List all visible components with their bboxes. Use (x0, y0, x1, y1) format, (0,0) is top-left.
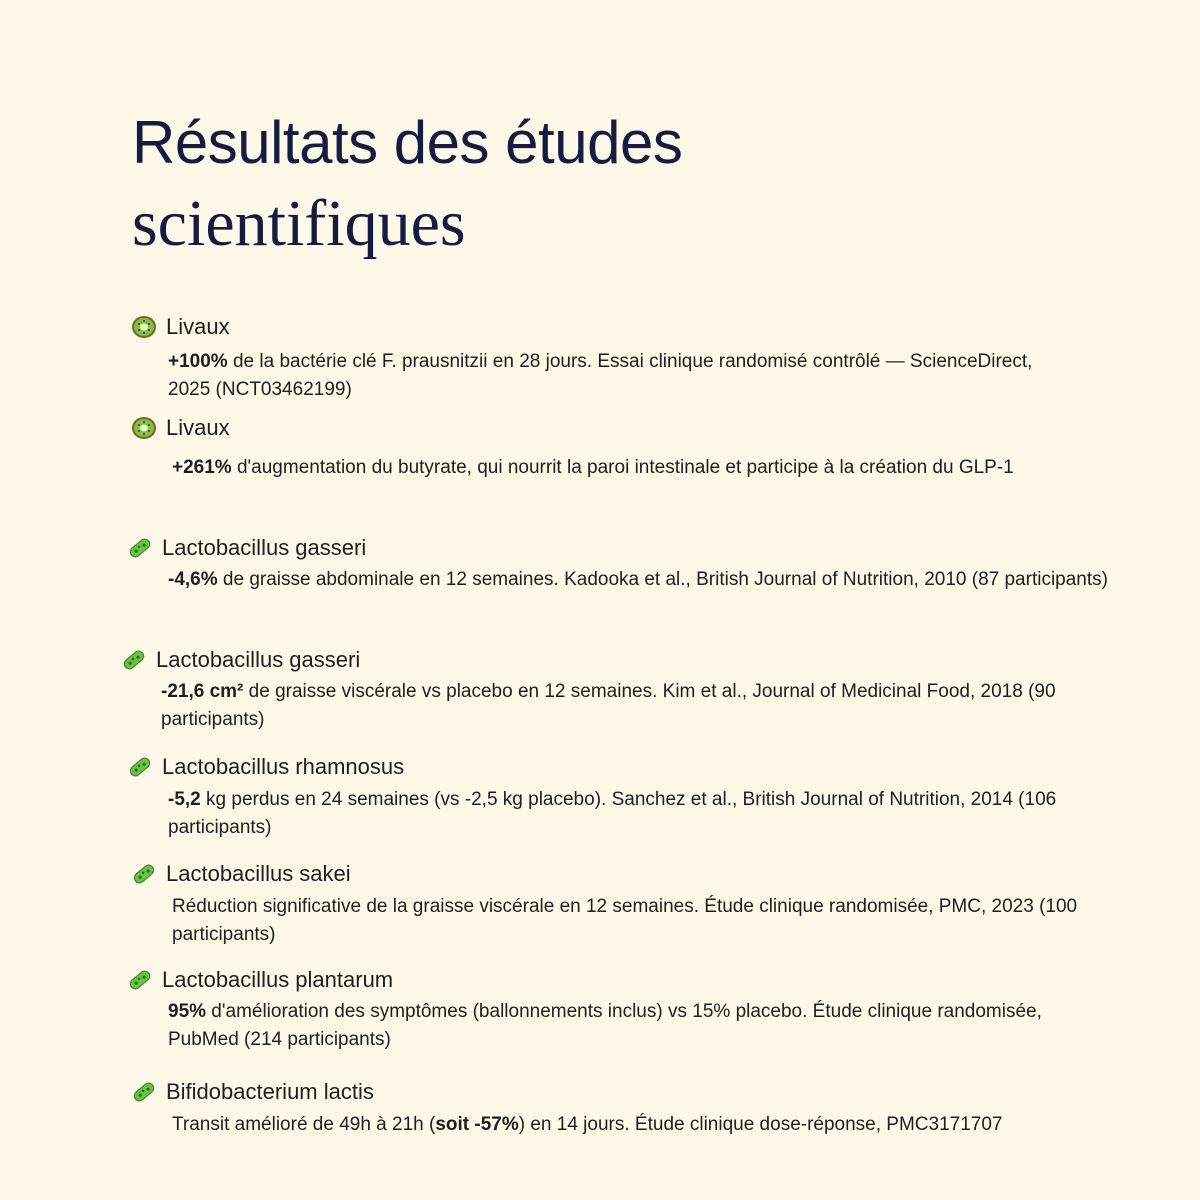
study-name: Lactobacillus gasseri (156, 647, 361, 672)
study-header (126, 753, 404, 781)
kiwi-icon (130, 313, 158, 341)
microbe-icon (120, 646, 148, 674)
result-highlight: -5,2 (168, 789, 201, 810)
microbe-icon (130, 1078, 158, 1106)
result-highlight: 95% (168, 1001, 207, 1022)
study-name: Lactobacillus gasseri (162, 535, 367, 560)
study-name: Lactobacillus sakei (166, 861, 351, 886)
result-text: kg perdus en 24 semaines (vs -2,5 kg placebo). Sanchez et al., British Journal of Nutrition, 2014 (106 participants) (168, 789, 1057, 838)
result-highlight: -4,6% (168, 569, 218, 590)
microbe-icon (126, 966, 154, 994)
study-result (168, 998, 1108, 1054)
kiwi-icon (130, 414, 158, 442)
study-header (130, 860, 351, 888)
study-result (168, 786, 1128, 842)
study-result (168, 348, 1068, 404)
study-name: Livaux (166, 314, 230, 339)
study-result (172, 454, 1112, 482)
study-name: Bifidobacterium lactis (166, 1079, 374, 1104)
result-pre: Transit amélioré de 49h à 21h ( (172, 1114, 436, 1135)
result-highlight: +100% (168, 351, 228, 372)
study-result (172, 893, 1162, 949)
result-text: de graisse viscérale vs placebo en 12 semaines. Kim et al., Journal of Medicinal Food, 2018 (90 participants) (161, 681, 1056, 730)
study-header (126, 534, 366, 562)
microbe-icon (126, 753, 154, 781)
microbe-icon (130, 860, 158, 888)
result-text: de graisse abdominale en 12 semaines. Kadooka et al., British Journal of Nutrition, 2010 (87 participants) (217, 569, 1108, 590)
study-name: Livaux (166, 415, 230, 440)
result-text: de la bactérie clé F. prausnitzii en 28 jours. Essai clinique randomisé contrôlé — ScienceDirect, 2025 (NCT03462199) (168, 351, 1033, 400)
study-header (130, 313, 230, 341)
result-highlight: soit -57% (435, 1114, 519, 1135)
result-text: ) en 14 jours. Étude clinique dose-réponse, PMC3171707 (518, 1114, 1003, 1135)
result-text: Réduction significative de la graisse viscérale en 12 semaines. Étude clinique randomisée, PMC, 2023 (100 participants) (172, 896, 1078, 945)
study-header (130, 1078, 374, 1106)
result-text: d'augmentation du butyrate, qui nourrit la paroi intestinale et participe à la création du GLP-1 (231, 457, 1014, 478)
study-name: Lactobacillus rhamnosus (162, 754, 405, 779)
study-header (120, 646, 360, 674)
study-result (168, 566, 1118, 594)
study-name: Lactobacillus plantarum (162, 967, 394, 992)
result-text: d'amélioration des symptômes (ballonnements inclus) vs 15% placebo. Étude clinique randomisée, PubMed (214 participants) (168, 1001, 1042, 1050)
result-highlight: +261% (172, 457, 232, 478)
microbe-icon (126, 534, 154, 562)
page-title-line1: Résultats des études (132, 109, 683, 176)
study-header (130, 414, 230, 442)
study-result (161, 678, 1121, 734)
study-header (126, 966, 393, 994)
study-result (172, 1111, 1172, 1139)
page-title-line2: scientifiques (132, 187, 466, 260)
result-highlight: -21,6 cm² (161, 681, 244, 702)
